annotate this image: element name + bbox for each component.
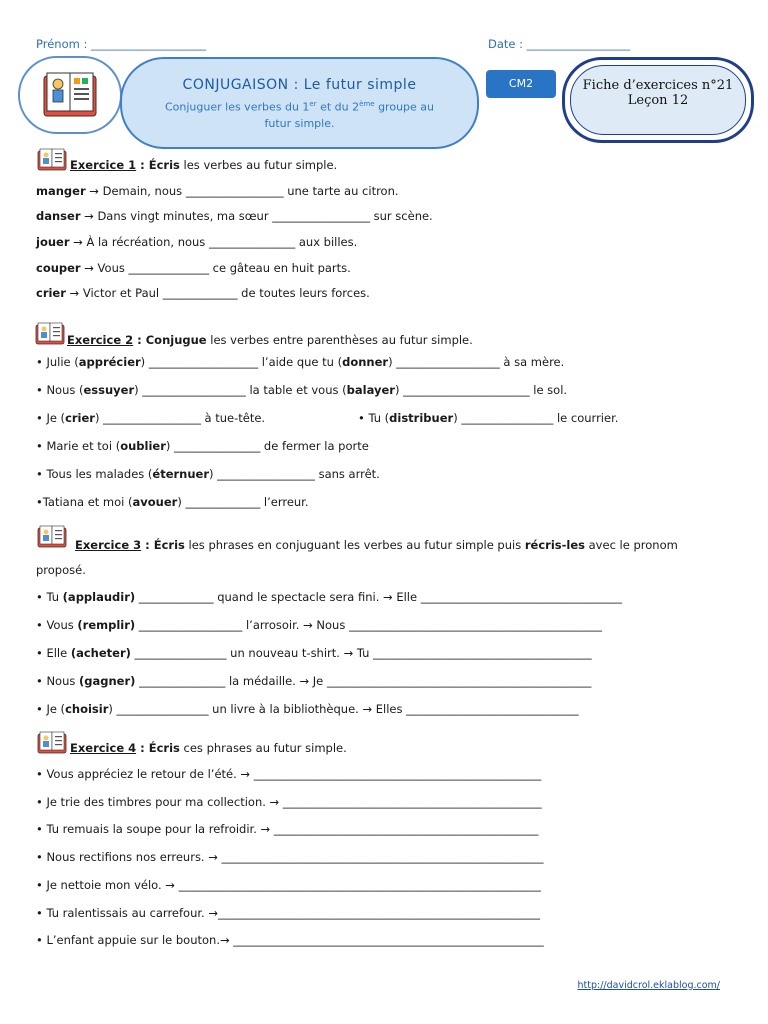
exercise-3-line[interactable]: • Je (choisir) ________________ un livre à la bibliothèque. → Elles ______________________________ xyxy=(36,702,579,716)
exercise-book-icon xyxy=(37,731,67,755)
exercise-2-line[interactable]: • Marie et toi (oublier) _______________ de fermer la porte xyxy=(36,439,369,453)
exercise-4-line[interactable]: • Je trie des timbres pour ma collection. → _____________________________________________ xyxy=(36,795,542,809)
exercise-3-line[interactable]: • Nous (gagner) _______________ la médaille. → Je ______________________________________________ xyxy=(36,674,592,688)
page-subtitle: Conjuguer les verbes du 1er et du 2ème groupe au futur simple. xyxy=(164,100,434,130)
exercise-4-line[interactable]: • L’enfant appuie sur le bouton.→ ______________________________________________________ xyxy=(36,933,544,947)
exercise-2-line[interactable]: • Je (crier) _________________ à tue-tête. xyxy=(36,411,266,425)
level-badge: CM2 xyxy=(486,70,556,98)
exercise-1-line[interactable]: danser → Dans vingt minutes, ma sœur _________________ sur scène. xyxy=(36,209,433,223)
exercise-2-line[interactable]: • Julie (apprécier) ___________________ l’aide que tu (donner) __________________ à sa mère. xyxy=(36,355,565,369)
exercise-1-line[interactable]: jouer → À la récréation, nous _______________ aux billes. xyxy=(36,235,358,249)
fiche-badge xyxy=(562,57,754,143)
fiche-number: Fiche d’exercices n°21 xyxy=(582,78,734,93)
exercise-4-line[interactable]: • Nous rectifions nos erreurs. → ________________________________________________________ xyxy=(36,850,544,864)
exercise-1-line[interactable]: couper → Vous ______________ ce gâteau en huit parts. xyxy=(36,261,351,275)
exercise-3-line[interactable]: • Tu (applaudir) _____________ quand le spectacle sera fini. → Elle ___________________________________ xyxy=(36,590,622,604)
open-book-icon xyxy=(40,68,100,122)
prenom-field[interactable]: Prénom : ____________________ xyxy=(36,37,206,51)
source-link[interactable]: http://davidcrol.eklablog.com/ xyxy=(577,980,720,991)
exercise-3-line[interactable]: • Vous (remplir) __________________ l’arrosoir. → Nous ____________________________________________ xyxy=(36,618,602,632)
exercise-4-heading: Exercice 4 : Écris ces phrases au futur simple. xyxy=(70,741,347,755)
exercise-2-heading: Exercice 2 : Conjugue les verbes entre parenthèses au futur simple. xyxy=(67,333,473,347)
exercise-3-heading-continued: proposé. xyxy=(36,563,86,577)
exercise-1-line[interactable]: crier → Victor et Paul _____________ de toutes leurs forces. xyxy=(36,286,370,300)
exercise-4-line[interactable]: • Tu remuais la soupe pour la refroidir. → ______________________________________________ xyxy=(36,822,539,836)
exercise-3-line[interactable]: • Elle (acheter) ________________ un nouveau t-shirt. → Tu ______________________________________ xyxy=(36,646,592,660)
exercise-book-icon xyxy=(37,148,67,172)
book-logo xyxy=(18,56,122,134)
exercise-4-line[interactable]: • Tu ralentissais au carrefour. →________________________________________________________ xyxy=(36,906,541,920)
exercise-1-heading: Exercice 1 : Écris les verbes au futur simple. xyxy=(70,158,338,172)
page-title: CONJUGAISON : Le futur simple xyxy=(182,77,417,93)
exercise-2-line[interactable]: •Tatiana et moi (avouer) _____________ l’erreur. xyxy=(36,495,309,509)
exercise-2-line[interactable]: • Nous (essuyer) __________________ la table et vous (balayer) ______________________ le sol. xyxy=(36,383,568,397)
exercise-2-line[interactable]: • Tous les malades (éternuer) _________________ sans arrêt. xyxy=(36,467,380,481)
lesson-number: Leçon 12 xyxy=(627,93,689,108)
exercise-book-icon xyxy=(35,322,65,346)
exercise-2-line[interactable]: • Tu (distribuer) ________________ le courrier. xyxy=(358,411,619,425)
exercise-1-line[interactable]: manger → Demain, nous _________________ une tarte au citron. xyxy=(36,184,399,198)
title-banner xyxy=(120,57,479,149)
date-field[interactable]: Date : __________________ xyxy=(488,37,631,51)
exercise-4-line[interactable]: • Vous appréciez le retour de l’été. → __________________________________________________ xyxy=(36,767,542,781)
exercise-book-icon xyxy=(37,525,67,549)
exercise-3-heading: Exercice 3 : Écris les phrases en conjuguant les verbes au futur simple puis récris-les avec le pronom xyxy=(75,538,678,552)
exercise-4-line[interactable]: • Je nettoie mon vélo. → _______________________________________________________________ xyxy=(36,878,541,892)
